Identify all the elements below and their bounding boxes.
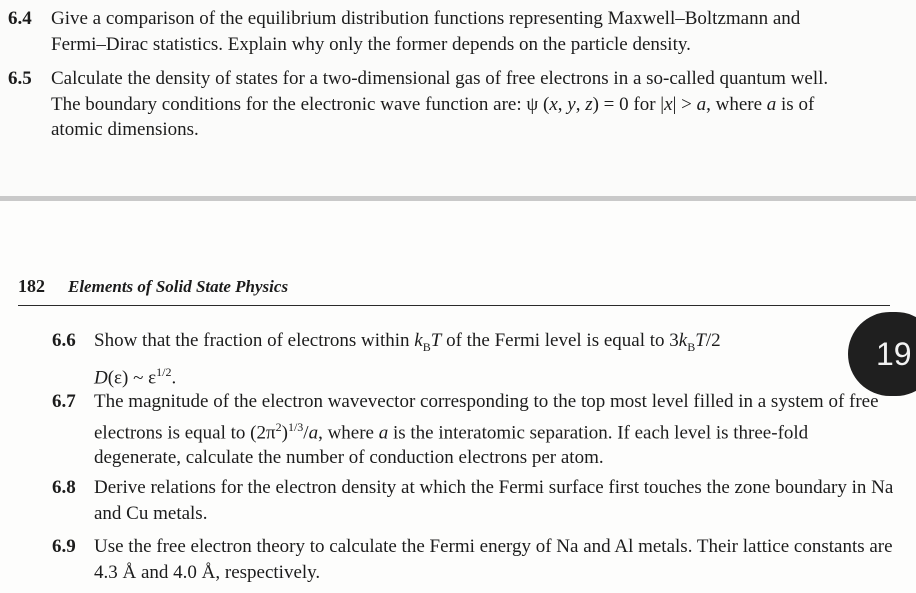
problem-text: Give a comparison of the equilibrium distribution functions representing Maxwell–Boltzmann and Fermi–Dirac statistics. Explain why only the former depends on the particle density.: [51, 8, 801, 55]
problem-text: Show that the fraction of electrons within $k_BT$ of the Fermi level is equal to $3k_BT/2$: [94, 330, 721, 354]
problem-number: 6.7: [52, 391, 76, 412]
problem-number: 6.4: [8, 8, 32, 29]
problem-6-6: [52, 328, 848, 391]
problem-6-9: [52, 534, 894, 585]
problem-6-5: [8, 66, 854, 143]
problem-text: The magnitude of the electron wavevector corresponding to the top most level filled in a system of free electrons is equal to $(2\pi^2)^{1/3}/a$, where a is the interatomic separation. If each level is three-fold degenerate, calculate the number of conduction electrons per atom.: [94, 391, 879, 469]
problem-6-8: [52, 475, 894, 526]
problem-text-line2: D(ε) ~ $\varepsilon^{1/2}$.: [94, 365, 177, 389]
problem-text: Use the free electron theory to calculate the Fermi energy of Na and Al metals. Their lattice constants are 4.3 Å and 4.0 Å, respectively.: [94, 536, 893, 583]
book-title: Elements of Solid State Physics: [68, 277, 289, 296]
problem-text: Calculate the density of states for a two-dimensional gas of free electrons in a so-called quantum well. The boundary conditions for the electronic wave function are: ψ (x, y, z) = 0 for |x| > a, where a is of atomic dimensions.: [51, 68, 829, 140]
page-indicator-badge: 19: [848, 312, 916, 396]
problem-number: 6.6: [52, 330, 76, 351]
problem-6-7: [52, 389, 894, 471]
problem-number: 6.9: [52, 536, 76, 557]
problem-number: 6.5: [8, 68, 32, 89]
problem-text: Derive relations for the electron density at which the Fermi surface first touches the zone boundary in Na and Cu metals.: [94, 477, 894, 524]
problem-number: 6.8: [52, 477, 76, 498]
page-number: 182: [18, 276, 45, 296]
problem-6-4: [8, 6, 848, 57]
running-header: [18, 275, 890, 306]
